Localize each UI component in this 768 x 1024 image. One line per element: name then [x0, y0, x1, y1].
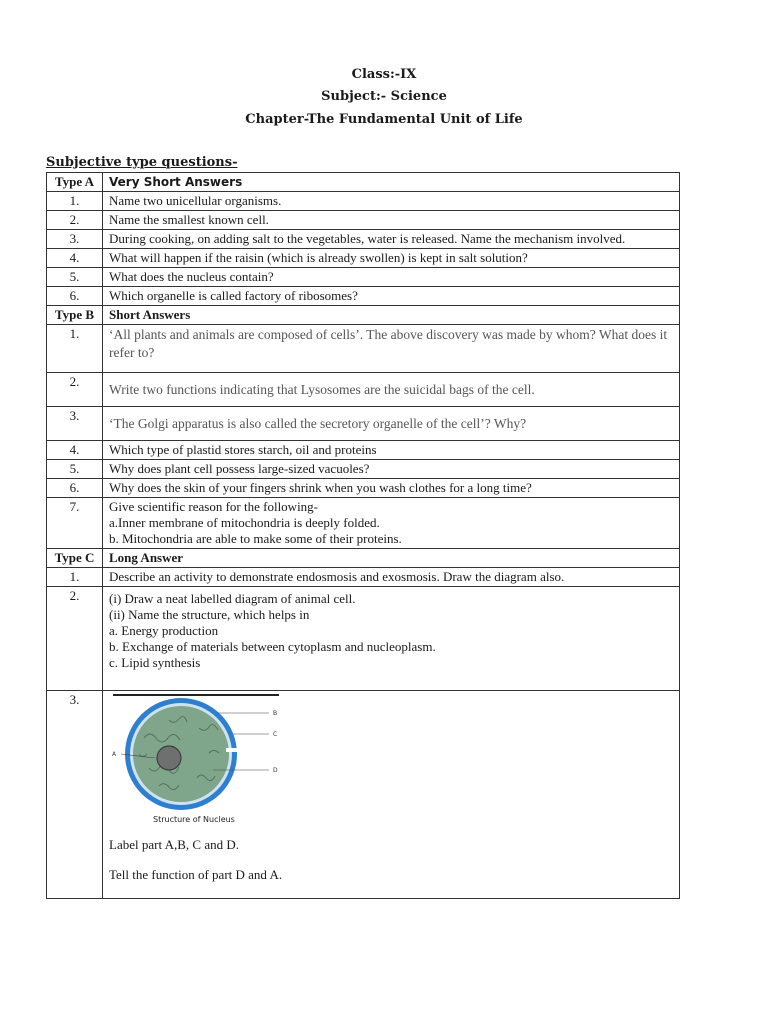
nucleolus	[157, 746, 181, 770]
figure-top-rule	[113, 694, 279, 696]
type-c-header-row	[47, 549, 680, 568]
question-text: During cooking, on adding salt to the vegetables, water is released. Name the mechanism involved.	[103, 230, 680, 249]
question-line: Label part A,B, C and D.	[109, 837, 239, 852]
table-row	[47, 325, 680, 373]
label-c: C	[273, 731, 278, 738]
question-line: b. Mitochondria are able to make some of their proteins.	[109, 531, 402, 546]
table-row	[47, 460, 680, 479]
nuclear-pore	[226, 748, 242, 752]
question-number: 6.	[47, 287, 103, 306]
type-b-header-row	[47, 306, 680, 325]
question-number: 1.	[47, 325, 103, 373]
nucleus-figure	[109, 694, 349, 829]
question-text: Which organelle is called factory of ribosomes?	[103, 287, 680, 306]
question-number: 5.	[47, 460, 103, 479]
question-text: Write two functions indicating that Lysosomes are the suicidal bags of the cell.	[103, 373, 680, 407]
question-text	[103, 691, 680, 899]
question-line: Tell the function of part D and A.	[109, 867, 283, 882]
type-a-label: Type A	[47, 173, 103, 192]
label-b: B	[273, 710, 278, 717]
table-row	[47, 498, 680, 549]
question-text: Name two unicellular organisms.	[103, 192, 680, 211]
type-c-label: Type C	[47, 549, 103, 568]
question-line: b. Exchange of materials between cytoplasm and nucleoplasm.	[109, 639, 436, 654]
label-a: A	[112, 751, 117, 758]
question-number: 2.	[47, 587, 103, 691]
question-number: 1.	[47, 568, 103, 587]
subject-heading: Subject:- Science	[321, 89, 447, 104]
figure-caption: Structure of Nucleus	[153, 815, 235, 824]
question-number: 4.	[47, 441, 103, 460]
table-row	[47, 568, 680, 587]
question-number: 5.	[47, 268, 103, 287]
table-row	[47, 479, 680, 498]
chapter-heading: Chapter-The Fundamental Unit of Life	[245, 112, 523, 127]
table-row	[47, 230, 680, 249]
type-c-title: Long Answer	[103, 549, 680, 568]
question-line: a. Energy production	[109, 623, 219, 638]
type-b-label: Type B	[47, 306, 103, 325]
question-number: 3.	[47, 691, 103, 899]
table-row	[47, 268, 680, 287]
table-row	[47, 587, 680, 691]
table-row	[47, 407, 680, 441]
question-line: a.Inner membrane of mitochondria is deeply folded.	[109, 515, 380, 530]
section-subheading: Subjective type questions-	[46, 155, 238, 170]
question-text	[103, 498, 680, 549]
questions-table	[46, 172, 680, 899]
type-a-title: Very Short Answers	[103, 173, 680, 192]
table-row	[47, 211, 680, 230]
question-text: Why does plant cell possess large-sized vacuoles?	[103, 460, 680, 479]
question-number: 3.	[47, 230, 103, 249]
question-text: Describe an activity to demonstrate endosmosis and exosmosis. Draw the diagram also.	[103, 568, 680, 587]
question-text: What does the nucleus contain?	[103, 268, 680, 287]
question-text: ‘The Golgi apparatus is also called the secretory organelle of the cell’? Why?	[103, 407, 680, 441]
table-row	[47, 192, 680, 211]
label-d: D	[273, 767, 278, 774]
question-number: 3.	[47, 407, 103, 441]
question-text: Name the smallest known cell.	[103, 211, 680, 230]
table-row	[47, 287, 680, 306]
nucleus-diagram	[109, 698, 349, 828]
type-a-header-row	[47, 173, 680, 192]
question-text: What will happen if the raisin (which is already swollen) is kept in salt solution?	[103, 249, 680, 268]
question-line: (ii) Name the structure, which helps in	[109, 607, 310, 622]
question-number: 7.	[47, 498, 103, 549]
question-text: Why does the skin of your fingers shrink when you wash clothes for a long time?	[103, 479, 680, 498]
question-line: c. Lipid synthesis	[109, 655, 201, 670]
table-row	[47, 373, 680, 407]
table-row	[47, 441, 680, 460]
question-number: 2.	[47, 211, 103, 230]
question-number: 4.	[47, 249, 103, 268]
question-text	[103, 587, 680, 691]
question-text: Which type of plastid stores starch, oil and proteins	[103, 441, 680, 460]
nucleoplasm	[133, 706, 229, 802]
question-number: 2.	[47, 373, 103, 407]
table-row	[47, 691, 680, 899]
question-line: Give scientific reason for the following-	[109, 499, 319, 514]
type-b-title: Short Answers	[103, 306, 680, 325]
question-text: ‘All plants and animals are composed of cells’. The above discovery was made by whom? What does it refer to?	[103, 325, 680, 373]
question-number: 6.	[47, 479, 103, 498]
question-line: (i) Draw a neat labelled diagram of animal cell.	[109, 591, 356, 606]
table-row	[47, 249, 680, 268]
class-heading: Class:-IX	[351, 67, 417, 82]
question-number: 1.	[47, 192, 103, 211]
